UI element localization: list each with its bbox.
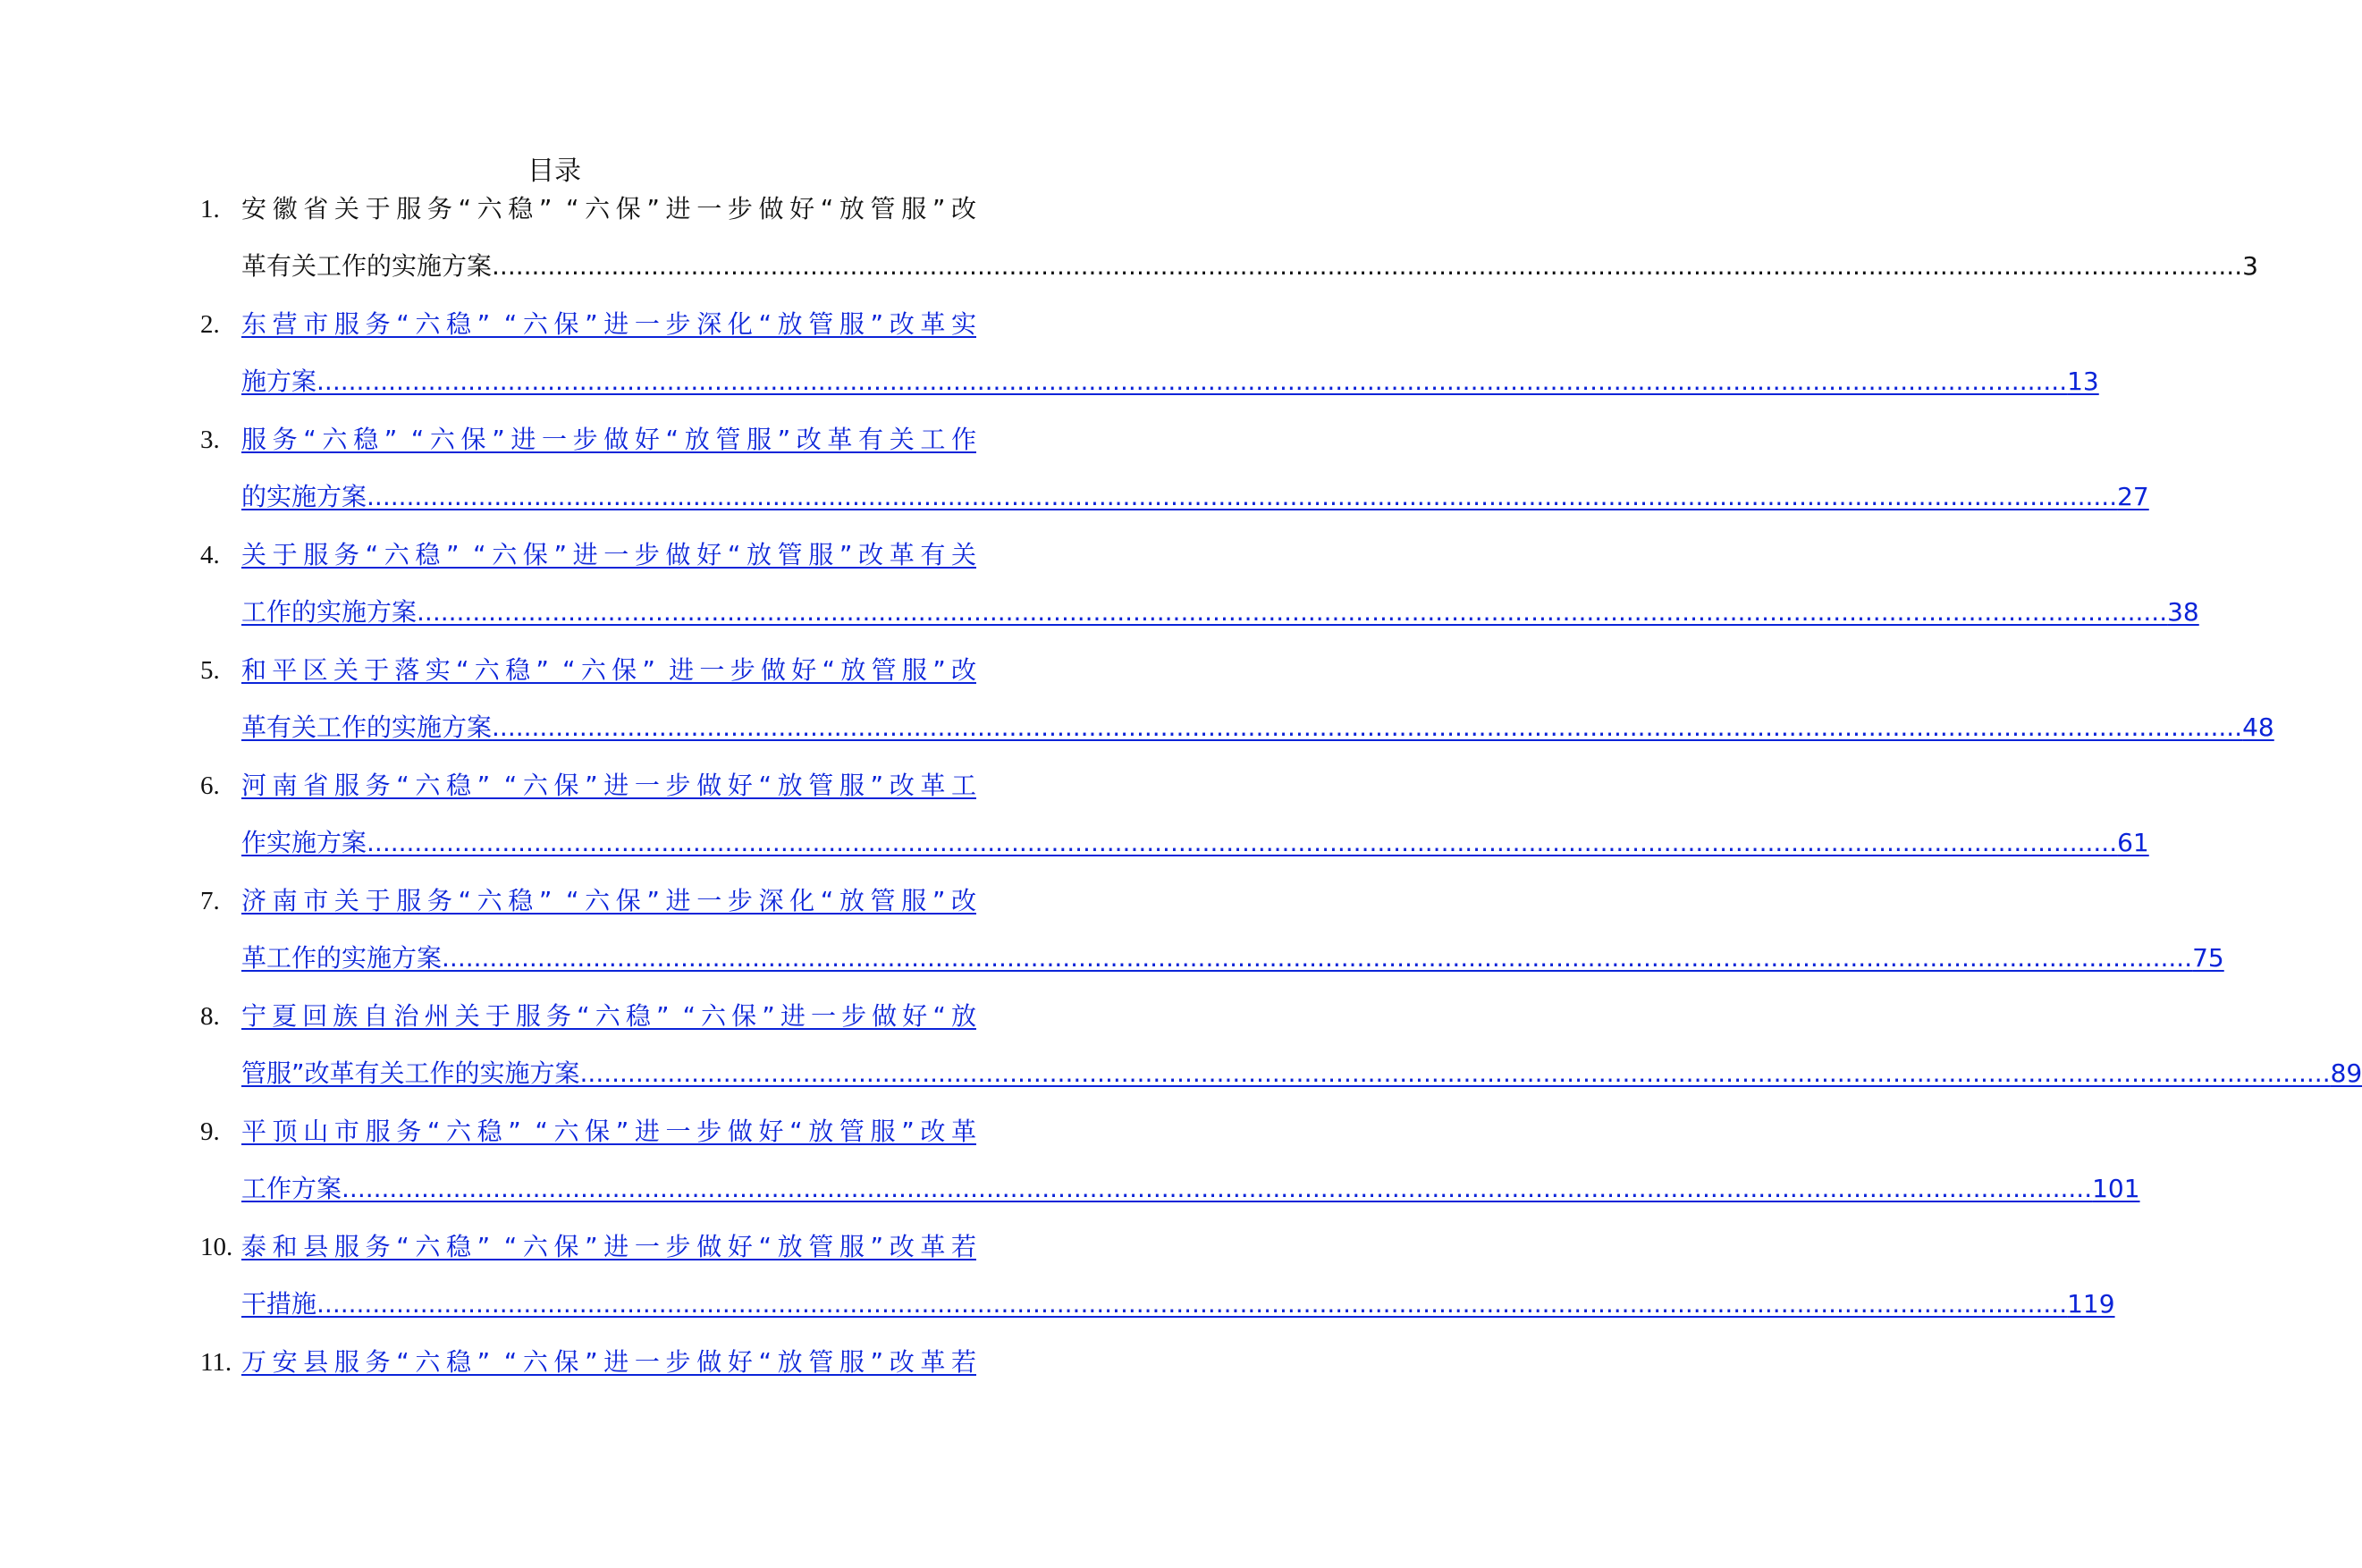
toc-entry-link[interactable]: 泰和县服务“六稳” “六保”进一步做好“放管服”改革若 — [241, 1232, 976, 1261]
toc-entry-link[interactable]: 服务“六稳” “六保”进一步做好“放管服”改革有关工作 — [241, 425, 976, 454]
toc-page-number: 3 — [2242, 251, 2258, 281]
toc-entry-title-continued[interactable]: 干措施 — [241, 1289, 317, 1319]
toc-entry-number: 3. — [200, 426, 220, 454]
toc-entry-number: 10. — [200, 1233, 233, 1261]
toc-entry-link[interactable]: 和平区关于落实“六稳” “六保” 进一步做好“放管服”改 — [241, 655, 976, 685]
toc-entry-number: 5. — [200, 656, 220, 685]
toc-page-number[interactable]: 38 — [2167, 597, 2199, 627]
toc-entry-continuation[interactable] — [241, 594, 2199, 630]
toc-leader-dots[interactable]: ............................................................................................................................................................................................................................ — [342, 1174, 2093, 1203]
toc-entry-link[interactable]: 济南市关于服务“六稳” “六保”进一步深化“放管服”改 — [241, 886, 976, 915]
toc-page-number[interactable]: 13 — [2067, 367, 2099, 396]
toc-entry-title-continued[interactable]: 工作方案 — [241, 1174, 342, 1203]
toc-entry-continuation[interactable] — [241, 1286, 2115, 1322]
toc-entry-continuation[interactable] — [241, 364, 2099, 400]
toc-page-number[interactable]: 48 — [2242, 712, 2274, 742]
toc-leader-dots[interactable]: ............................................................................................................................................................................................................................ — [417, 597, 2168, 627]
toc-page-number[interactable]: 119 — [2067, 1289, 2115, 1319]
toc-leader-dots[interactable]: ............................................................................................................................................................................................................................ — [316, 1289, 2068, 1319]
toc-entry-title-continued[interactable]: 的实施方案 — [241, 482, 367, 511]
toc-entry-number: 1. — [200, 195, 220, 223]
toc-entry-link[interactable]: 关于服务“六稳” “六保”进一步做好“放管服”改革有关 — [241, 540, 976, 569]
toc-page-number[interactable]: 75 — [2192, 943, 2224, 973]
toc-page-number[interactable]: 101 — [2092, 1174, 2140, 1203]
toc-entry-link[interactable]: 宁夏回族自治州关于服务“六稳” “六保”进一步做好“放 — [241, 1001, 976, 1031]
toc-entry-title-continued[interactable]: 施方案 — [241, 367, 317, 396]
toc-page-number[interactable]: 61 — [2117, 828, 2149, 857]
toc-entry-number: 2. — [200, 310, 220, 339]
toc-entry-title-continued[interactable]: 管服”改革有关工作的实施方案 — [241, 1058, 580, 1088]
toc-entry-title-continued[interactable]: 工作的实施方案 — [241, 597, 418, 627]
toc-entry-number: 9. — [200, 1117, 220, 1146]
toc-entry-number: 7. — [200, 887, 220, 915]
toc-entry-title: 安徽省关于服务“六稳” “六保”进一步做好“放管服”改 — [241, 194, 976, 223]
toc-leader-dots[interactable]: ............................................................................................................................................................................................................................ — [579, 1058, 2331, 1088]
toc-entry-link[interactable]: 平顶山市服务“六稳” “六保”进一步做好“放管服”改革 — [241, 1117, 976, 1146]
toc-leader-dots[interactable]: ............................................................................................................................................................................................................................ — [492, 712, 2243, 742]
toc-entry-title-continued[interactable]: 作实施方案 — [241, 828, 367, 857]
toc-leader-dots: ............................................................................................................................................................................................................................ — [492, 251, 2243, 281]
toc-leader-dots[interactable]: ............................................................................................................................................................................................................................ — [442, 943, 2193, 973]
toc-entry-continuation[interactable] — [241, 1171, 2140, 1207]
toc-entry-continuation[interactable] — [241, 1056, 2362, 1092]
toc-entry-continuation[interactable] — [241, 710, 2274, 746]
toc-entry-number: 4. — [200, 541, 220, 569]
toc-entry-title-continued[interactable]: 革有关工作的实施方案 — [241, 712, 493, 742]
toc-entry-continuation — [241, 249, 2258, 284]
toc-entry-number: 11. — [200, 1348, 232, 1377]
toc-entry-number: 8. — [200, 1002, 220, 1031]
toc-entry-link[interactable]: 万安县服务“六稳” “六保”进一步做好“放管服”改革若 — [241, 1347, 976, 1377]
toc-page-number[interactable]: 27 — [2117, 482, 2149, 511]
toc-leader-dots[interactable]: ............................................................................................................................................................................................................................ — [367, 482, 2118, 511]
toc-entry-continuation[interactable] — [241, 825, 2149, 861]
toc-entry-link[interactable]: 河南省服务“六稳” “六保”进一步做好“放管服”改革工 — [241, 771, 976, 800]
toc-entry-continuation[interactable] — [241, 940, 2224, 976]
toc-entry-link[interactable]: 东营市服务“六稳” “六保”进一步深化“放管服”改革实 — [241, 309, 976, 339]
toc-entry-continuation[interactable] — [241, 479, 2149, 515]
toc-entry-number: 6. — [200, 771, 220, 800]
toc-page-number[interactable]: 89 — [2330, 1058, 2362, 1088]
toc-entry-title-continued: 革有关工作的实施方案 — [241, 251, 493, 281]
toc-entry-title-continued[interactable]: 革工作的实施方案 — [241, 943, 443, 973]
toc-title: 目录 — [527, 156, 581, 187]
toc-leader-dots[interactable]: ............................................................................................................................................................................................................................ — [316, 367, 2068, 396]
toc-leader-dots[interactable]: ............................................................................................................................................................................................................................ — [367, 828, 2118, 857]
